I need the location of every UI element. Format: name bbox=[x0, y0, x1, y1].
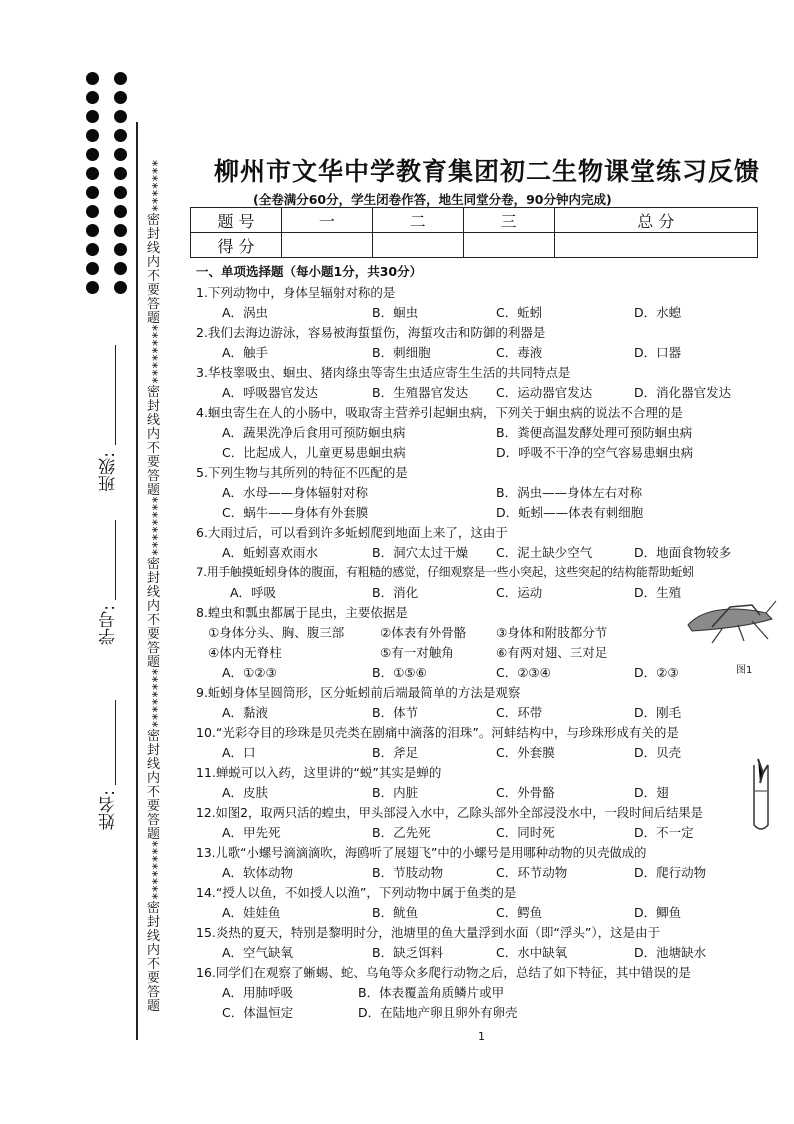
question-stem: 4.蛔虫寄生在人的小肠中，吸取寄主营养引起蛔虫病，下列关于蛔虫病的说法不合理的是 bbox=[196, 405, 683, 420]
question-stem: 8.蝗虫和瓢虫都属于昆虫，主要依据是 bbox=[196, 605, 408, 620]
question-stem: 7.用手触摸蚯蚓身体的腹面，有粗糙的感觉，仔细观察是一些小突起，这些突起的结构能帮助蚯蚓 bbox=[196, 565, 694, 579]
score-row-label: 得 分 bbox=[191, 233, 282, 258]
score-header-cell: 题 号 bbox=[191, 208, 282, 233]
option-b[interactable]: B．生殖器官发达 bbox=[372, 385, 469, 400]
question-stem: 3.华枝睾吸虫、蛔虫、猪肉绦虫等寄生虫适应寄生生活的共同特点是 bbox=[196, 365, 571, 380]
binding-hole bbox=[114, 186, 127, 199]
name-field-label: 姓名: bbox=[99, 790, 119, 830]
option-a[interactable]: A．用肺呼吸 bbox=[222, 985, 294, 1000]
option-c[interactable]: C．运动器官发达 bbox=[496, 385, 593, 400]
score-header-cell: 一 bbox=[282, 208, 373, 233]
option-d[interactable]: D．贝壳 bbox=[634, 745, 682, 760]
page-title: 柳州市文华中学教育集团初二生物课堂练习反馈 bbox=[214, 157, 761, 186]
binding-hole bbox=[114, 72, 127, 85]
option-a[interactable]: A．①②③ bbox=[222, 665, 277, 680]
option-d[interactable]: D．爬行动物 bbox=[634, 865, 707, 880]
score-header-cell: 三 bbox=[463, 208, 554, 233]
score-cell-1[interactable] bbox=[282, 233, 373, 258]
option-a[interactable]: A．呼吸器官发达 bbox=[222, 385, 319, 400]
option-d[interactable]: D．水螅 bbox=[634, 305, 682, 320]
score-cell-3[interactable] bbox=[463, 233, 554, 258]
feature-item: ①身体分头、胸、腹三部 bbox=[208, 625, 345, 640]
class-field-label: 班级: bbox=[99, 452, 119, 492]
binding-hole bbox=[86, 224, 99, 237]
question-stem: 12.如图2，取两只活的蝗虫，甲头部浸入水中，乙除头部外全部浸没水中，一段时间后结果是 bbox=[196, 806, 703, 820]
option-b[interactable]: B．体表覆盖角质鳞片或甲 bbox=[358, 985, 505, 1000]
figure-1-label: 图1 bbox=[736, 665, 753, 676]
binding-hole bbox=[86, 72, 99, 85]
option-b[interactable]: B．内脏 bbox=[372, 785, 419, 800]
option-a[interactable]: A．触手 bbox=[222, 345, 269, 360]
option-d[interactable]: D．翅 bbox=[634, 785, 669, 800]
option-b[interactable]: B．洞穴太过干燥 bbox=[372, 545, 469, 560]
binding-hole bbox=[114, 281, 127, 294]
option-c[interactable]: C．泥土缺少空气 bbox=[496, 545, 593, 560]
class-field-line[interactable] bbox=[115, 345, 116, 445]
option-a[interactable]: A．娃娃鱼 bbox=[222, 905, 281, 920]
question-stem: 9.蚯蚓身体呈圆筒形，区分蚯蚓前后端最简单的方法是观察 bbox=[196, 685, 521, 700]
option-c[interactable]: C．②③④ bbox=[496, 665, 551, 680]
binding-hole bbox=[114, 205, 127, 218]
option-d[interactable]: D．消化器官发达 bbox=[634, 385, 732, 400]
option-c[interactable]: C．比起成人，儿童更易患蛔虫病 bbox=[222, 445, 406, 460]
binding-hole bbox=[86, 110, 99, 123]
option-d[interactable]: D．不一定 bbox=[634, 825, 694, 840]
binding-hole bbox=[114, 91, 127, 104]
option-b[interactable]: B．粪便高温发酵处理可预防蛔虫病 bbox=[496, 425, 693, 440]
option-a[interactable]: A．甲先死 bbox=[222, 825, 281, 840]
question-stem: 13.儿歌“小螺号滴滴滴吹，海鸥听了展翅飞”中的小螺号是用哪种动物的贝壳做成的 bbox=[196, 846, 647, 860]
score-header-cell: 二 bbox=[372, 208, 463, 233]
page-subtitle: (全卷满分60分，学生闭卷作答，地生同堂分卷，90分钟内完成) bbox=[253, 192, 612, 207]
student-number-field-label: 学号: bbox=[99, 605, 119, 645]
question-stem: 11.蝉蜕可以入药，这里讲的“蜕”其实是蝉的 bbox=[196, 765, 442, 780]
option-c[interactable]: C．鳄鱼 bbox=[496, 905, 543, 920]
question-stem: 14.“授人以鱼，不如授人以渔”，下列动物中属于鱼类的是 bbox=[196, 885, 517, 900]
option-a[interactable]: A．皮肤 bbox=[222, 785, 269, 800]
option-b[interactable]: B．①⑤⑥ bbox=[372, 665, 427, 680]
option-b[interactable]: B．乙先死 bbox=[372, 825, 431, 840]
option-d[interactable]: D．②③ bbox=[634, 665, 679, 680]
page-number: 1 bbox=[478, 1030, 485, 1043]
option-d[interactable]: D．地面食物较多 bbox=[634, 545, 732, 560]
binding-hole bbox=[114, 167, 127, 180]
score-cell-2[interactable] bbox=[372, 233, 463, 258]
option-a[interactable]: A．口 bbox=[222, 745, 256, 760]
score-table bbox=[190, 207, 758, 258]
option-c[interactable]: C．蚯蚓 bbox=[496, 305, 543, 320]
score-table-header-row bbox=[191, 208, 758, 233]
option-c[interactable]: C．毒液 bbox=[496, 345, 543, 360]
question-stem: 10.“光彩夺目的珍珠是贝壳类在剧痛中滴落的泪珠”。河蚌结构中，与珍珠形成有关的是 bbox=[196, 725, 679, 740]
option-c[interactable]: C．蜗牛——身体有外套膜 bbox=[222, 505, 369, 520]
option-a[interactable]: A．黏液 bbox=[222, 705, 269, 720]
binding-hole bbox=[86, 243, 99, 256]
section-heading: 一、单项选择题（每小题1分，共30分） bbox=[196, 264, 423, 279]
binding-hole bbox=[114, 224, 127, 237]
option-c[interactable]: C．外骨骼 bbox=[496, 785, 555, 800]
option-c[interactable]: C．同时死 bbox=[496, 825, 555, 840]
question-stem: 2.我们去海边游泳，容易被海蜇蜇伤，海蜇攻击和防御的利器是 bbox=[196, 325, 546, 340]
option-d[interactable]: D．池塘缺水 bbox=[634, 945, 707, 960]
option-b[interactable]: B．缺乏饵料 bbox=[372, 945, 444, 960]
binding-hole bbox=[114, 262, 127, 275]
option-c[interactable]: C．环带 bbox=[496, 705, 543, 720]
option-a[interactable]: A．水母——身体辐射对称 bbox=[222, 485, 369, 500]
binding-hole bbox=[86, 205, 99, 218]
option-b[interactable]: B．节肢动物 bbox=[372, 865, 444, 880]
binding-hole bbox=[86, 186, 99, 199]
binding-hole bbox=[114, 148, 127, 161]
option-a[interactable]: A．呼吸 bbox=[230, 585, 277, 600]
option-d[interactable]: D．口器 bbox=[634, 345, 682, 360]
option-a[interactable]: A．蔬果洗净后食用可预防蛔虫病 bbox=[222, 425, 406, 440]
option-d[interactable]: D．蚯蚓——体表有刺细胞 bbox=[496, 505, 644, 520]
score-table-score-row bbox=[191, 233, 758, 258]
test-tube-figure-icon bbox=[750, 755, 772, 835]
option-c[interactable]: C．外套膜 bbox=[496, 745, 555, 760]
option-b[interactable]: B．刺细胞 bbox=[372, 345, 431, 360]
feature-item: ③身体和附肢都分节 bbox=[496, 625, 608, 640]
option-d[interactable]: D．刚毛 bbox=[634, 705, 682, 720]
option-d[interactable]: D．在陆地产卵且卵外有卵壳 bbox=[358, 1005, 518, 1020]
score-cell-total[interactable] bbox=[554, 233, 757, 258]
option-b[interactable]: B．蛔虫 bbox=[372, 305, 419, 320]
option-c[interactable]: C．运动 bbox=[496, 585, 543, 600]
binding-hole bbox=[86, 281, 99, 294]
option-d[interactable]: D．呼吸不干净的空气容易患蛔虫病 bbox=[496, 445, 694, 460]
option-a[interactable]: A．蚯蚓喜欢雨水 bbox=[222, 545, 319, 560]
option-b[interactable]: B．体节 bbox=[372, 705, 419, 720]
score-header-cell: 总 分 bbox=[554, 208, 757, 233]
option-c[interactable]: C．水中缺氧 bbox=[496, 945, 568, 960]
binding-hole bbox=[86, 262, 99, 275]
question-stem: 5.下列生物与其所列的特征不匹配的是 bbox=[196, 465, 408, 480]
question-stem: 6.大雨过后，可以看到许多蚯蚓爬到地面上来了，这由于 bbox=[196, 525, 508, 540]
binding-hole bbox=[114, 243, 127, 256]
option-b[interactable]: B．消化 bbox=[372, 585, 419, 600]
question-stem: 16.同学们在观察了蜥蜴、蛇、乌龟等众多爬行动物之后，总结了如下特征，其中错误的是 bbox=[196, 965, 691, 980]
question-stem: 15.炎热的夏天，特别是黎明时分，池塘里的鱼大量浮到水面（即“浮头”），这是由于 bbox=[196, 925, 661, 940]
question-stem: 1.下列动物中，身体呈辐射对称的是 bbox=[196, 285, 396, 300]
binding-hole bbox=[86, 91, 99, 104]
feature-item: ⑤有一对触角 bbox=[380, 645, 454, 660]
option-d[interactable]: D．生殖 bbox=[634, 585, 682, 600]
option-a[interactable]: A．涡虫 bbox=[222, 305, 269, 320]
option-b[interactable]: B．斧足 bbox=[372, 745, 419, 760]
option-d[interactable]: D．鲫鱼 bbox=[634, 905, 682, 920]
option-c[interactable]: C．环节动物 bbox=[496, 865, 568, 880]
binding-hole bbox=[114, 110, 127, 123]
binding-hole bbox=[114, 129, 127, 142]
option-b[interactable]: B．涡虫——身体左右对称 bbox=[496, 485, 643, 500]
option-a[interactable]: A．软体动物 bbox=[222, 865, 294, 880]
binding-hole bbox=[86, 129, 99, 142]
name-field-line[interactable] bbox=[115, 700, 116, 785]
option-b[interactable]: B．鱿鱼 bbox=[372, 905, 419, 920]
seal-text: *******密封线内不要答题********密封线内不要答题********密封线内不要答题********密封线内不要答题********密封线内不要答题 bbox=[144, 160, 159, 1013]
feature-item: ④体内无脊柱 bbox=[208, 645, 282, 660]
option-c[interactable]: C．体温恒定 bbox=[222, 1005, 294, 1020]
feature-item: ⑥有两对翅、三对足 bbox=[496, 645, 608, 660]
feature-item: ②体表有外骨骼 bbox=[380, 625, 467, 640]
binding-hole bbox=[86, 167, 99, 180]
grasshopper-figure-icon bbox=[682, 595, 778, 647]
binding-hole bbox=[86, 148, 99, 161]
student-number-field-line[interactable] bbox=[115, 520, 116, 600]
option-a[interactable]: A．空气缺氧 bbox=[222, 945, 294, 960]
seal-line bbox=[136, 122, 138, 1040]
